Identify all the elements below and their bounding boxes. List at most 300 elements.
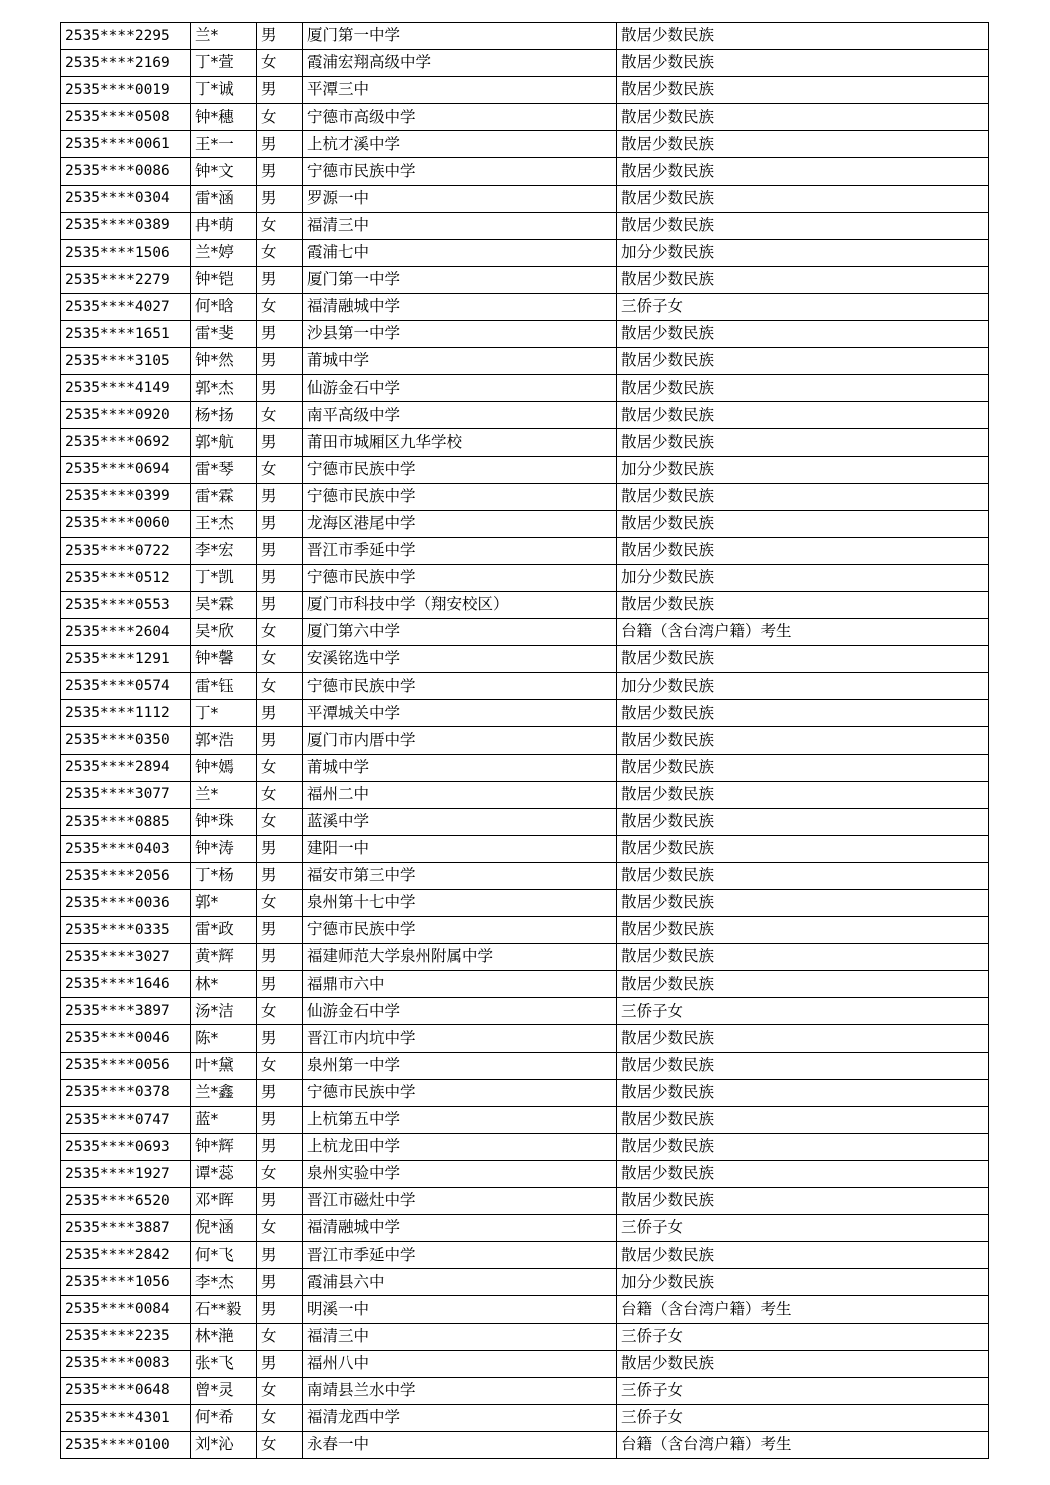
school-cell: 福建师范大学泉州附属中学 xyxy=(303,944,617,971)
exam-id-cell: 2535****0335 xyxy=(61,917,191,944)
school-cell: 厦门市科技中学（翔安校区） xyxy=(303,591,617,618)
category-cell: 散居少数民族 xyxy=(617,700,989,727)
name-cell: 吴*霖 xyxy=(191,591,257,618)
school-cell: 福清三中 xyxy=(303,1323,617,1350)
table-row xyxy=(61,1377,989,1404)
school-cell: 上杭才溪中学 xyxy=(303,131,617,158)
category-cell: 散居少数民族 xyxy=(617,1188,989,1215)
gender-cell: 男 xyxy=(257,1025,303,1052)
exam-id-cell: 2535****0304 xyxy=(61,185,191,212)
gender-cell: 男 xyxy=(257,131,303,158)
exam-id-cell: 2535****2235 xyxy=(61,1323,191,1350)
category-cell: 三侨子女 xyxy=(617,998,989,1025)
category-cell: 散居少数民族 xyxy=(617,835,989,862)
category-cell: 散居少数民族 xyxy=(617,104,989,131)
category-cell: 散居少数民族 xyxy=(617,50,989,77)
name-cell: 何*希 xyxy=(191,1404,257,1431)
school-cell: 宁德市民族中学 xyxy=(303,673,617,700)
category-cell: 加分少数民族 xyxy=(617,564,989,591)
table-row xyxy=(61,402,989,429)
school-cell: 泉州第十七中学 xyxy=(303,890,617,917)
exam-id-cell: 2535****0100 xyxy=(61,1431,191,1458)
table-row xyxy=(61,1025,989,1052)
gender-cell: 男 xyxy=(257,1350,303,1377)
gender-cell: 男 xyxy=(257,1106,303,1133)
school-cell: 龙海区港尾中学 xyxy=(303,510,617,537)
category-cell: 散居少数民族 xyxy=(617,321,989,348)
table-row xyxy=(61,971,989,998)
table-row xyxy=(61,1269,989,1296)
table-row xyxy=(61,700,989,727)
table-row xyxy=(61,1323,989,1350)
gender-cell: 男 xyxy=(257,564,303,591)
exam-id-cell: 2535****3027 xyxy=(61,944,191,971)
category-cell: 散居少数民族 xyxy=(617,402,989,429)
category-cell: 台籍（含台湾户籍）考生 xyxy=(617,1431,989,1458)
table-row xyxy=(61,646,989,673)
exam-id-cell: 2535****0747 xyxy=(61,1106,191,1133)
exam-id-cell: 2535****1651 xyxy=(61,321,191,348)
school-cell: 莆田市城厢区九华学校 xyxy=(303,429,617,456)
name-cell: 雷*政 xyxy=(191,917,257,944)
gender-cell: 男 xyxy=(257,429,303,456)
gender-cell: 男 xyxy=(257,862,303,889)
category-cell: 散居少数民族 xyxy=(617,862,989,889)
school-cell: 泉州第一中学 xyxy=(303,1052,617,1079)
category-cell: 散居少数民族 xyxy=(617,348,989,375)
category-cell: 散居少数民族 xyxy=(617,158,989,185)
gender-cell: 男 xyxy=(257,971,303,998)
gender-cell: 女 xyxy=(257,50,303,77)
category-cell: 散居少数民族 xyxy=(617,646,989,673)
table-row xyxy=(61,510,989,537)
name-cell: 郭* xyxy=(191,890,257,917)
name-cell: 蓝* xyxy=(191,1106,257,1133)
name-cell: 何*晗 xyxy=(191,293,257,320)
name-cell: 谭*蕊 xyxy=(191,1160,257,1187)
gender-cell: 女 xyxy=(257,1160,303,1187)
school-cell: 霞浦县六中 xyxy=(303,1269,617,1296)
school-cell: 晋江市季延中学 xyxy=(303,537,617,564)
category-cell: 散居少数民族 xyxy=(617,808,989,835)
name-cell: 钟*珠 xyxy=(191,808,257,835)
gender-cell: 男 xyxy=(257,158,303,185)
exam-id-cell: 2535****1056 xyxy=(61,1269,191,1296)
gender-cell: 男 xyxy=(257,77,303,104)
school-cell: 宁德市民族中学 xyxy=(303,564,617,591)
table-row xyxy=(61,808,989,835)
table-row xyxy=(61,1106,989,1133)
name-cell: 冉*萌 xyxy=(191,212,257,239)
category-cell: 散居少数民族 xyxy=(617,944,989,971)
table-row xyxy=(61,835,989,862)
table-row xyxy=(61,266,989,293)
name-cell: 邓*晖 xyxy=(191,1188,257,1215)
name-cell: 李*杰 xyxy=(191,1269,257,1296)
school-cell: 仙游金石中学 xyxy=(303,998,617,1025)
name-cell: 钟*嫣 xyxy=(191,754,257,781)
category-cell: 散居少数民族 xyxy=(617,429,989,456)
category-cell: 散居少数民族 xyxy=(617,1052,989,1079)
gender-cell: 男 xyxy=(257,510,303,537)
gender-cell: 女 xyxy=(257,781,303,808)
exam-id-cell: 2535****0084 xyxy=(61,1296,191,1323)
name-cell: 兰*鑫 xyxy=(191,1079,257,1106)
name-cell: 钟*穗 xyxy=(191,104,257,131)
school-cell: 明溪一中 xyxy=(303,1296,617,1323)
candidate-table-body xyxy=(61,23,989,1459)
candidate-table xyxy=(60,22,989,1459)
school-cell: 厦门第一中学 xyxy=(303,266,617,293)
exam-id-cell: 2535****1927 xyxy=(61,1160,191,1187)
category-cell: 散居少数民族 xyxy=(617,1079,989,1106)
category-cell: 散居少数民族 xyxy=(617,266,989,293)
gender-cell: 女 xyxy=(257,646,303,673)
school-cell: 宁德市民族中学 xyxy=(303,483,617,510)
gender-cell: 女 xyxy=(257,998,303,1025)
school-cell: 福清龙西中学 xyxy=(303,1404,617,1431)
category-cell: 散居少数民族 xyxy=(617,591,989,618)
name-cell: 杨*扬 xyxy=(191,402,257,429)
exam-id-cell: 2535****0060 xyxy=(61,510,191,537)
gender-cell: 男 xyxy=(257,700,303,727)
gender-cell: 男 xyxy=(257,375,303,402)
exam-id-cell: 2535****0399 xyxy=(61,483,191,510)
name-cell: 吴*欣 xyxy=(191,619,257,646)
name-cell: 陈* xyxy=(191,1025,257,1052)
table-row xyxy=(61,77,989,104)
table-row xyxy=(61,293,989,320)
exam-id-cell: 2535****0648 xyxy=(61,1377,191,1404)
table-row xyxy=(61,1079,989,1106)
school-cell: 平潭三中 xyxy=(303,77,617,104)
name-cell: 林* xyxy=(191,971,257,998)
gender-cell: 女 xyxy=(257,212,303,239)
table-row xyxy=(61,50,989,77)
table-row xyxy=(61,591,989,618)
table-row xyxy=(61,619,989,646)
table-row xyxy=(61,1296,989,1323)
exam-id-cell: 2535****2279 xyxy=(61,266,191,293)
gender-cell: 女 xyxy=(257,808,303,835)
category-cell: 三侨子女 xyxy=(617,1323,989,1350)
name-cell: 王*一 xyxy=(191,131,257,158)
school-cell: 莆城中学 xyxy=(303,348,617,375)
name-cell: 倪*涵 xyxy=(191,1215,257,1242)
school-cell: 上杭第五中学 xyxy=(303,1106,617,1133)
gender-cell: 女 xyxy=(257,456,303,483)
exam-id-cell: 2535****0512 xyxy=(61,564,191,591)
table-row xyxy=(61,483,989,510)
table-row xyxy=(61,727,989,754)
school-cell: 霞浦宏翔高级中学 xyxy=(303,50,617,77)
category-cell: 散居少数民族 xyxy=(617,375,989,402)
category-cell: 散居少数民族 xyxy=(617,510,989,537)
gender-cell: 女 xyxy=(257,619,303,646)
table-row xyxy=(61,1133,989,1160)
category-cell: 散居少数民族 xyxy=(617,727,989,754)
name-cell: 郭*杰 xyxy=(191,375,257,402)
exam-id-cell: 2535****0403 xyxy=(61,835,191,862)
name-cell: 林*滟 xyxy=(191,1323,257,1350)
category-cell: 散居少数民族 xyxy=(617,212,989,239)
gender-cell: 男 xyxy=(257,483,303,510)
exam-id-cell: 2535****2295 xyxy=(61,23,191,50)
school-cell: 福鼎市六中 xyxy=(303,971,617,998)
gender-cell: 男 xyxy=(257,1079,303,1106)
gender-cell: 男 xyxy=(257,348,303,375)
school-cell: 宁德市民族中学 xyxy=(303,456,617,483)
name-cell: 兰* xyxy=(191,781,257,808)
name-cell: 郭*浩 xyxy=(191,727,257,754)
category-cell: 加分少数民族 xyxy=(617,673,989,700)
name-cell: 雷*钰 xyxy=(191,673,257,700)
exam-id-cell: 2535****3077 xyxy=(61,781,191,808)
school-cell: 蓝溪中学 xyxy=(303,808,617,835)
exam-id-cell: 2535****3897 xyxy=(61,998,191,1025)
exam-id-cell: 2535****0378 xyxy=(61,1079,191,1106)
gender-cell: 女 xyxy=(257,1431,303,1458)
gender-cell: 女 xyxy=(257,890,303,917)
table-row xyxy=(61,23,989,50)
table-row xyxy=(61,158,989,185)
gender-cell: 女 xyxy=(257,104,303,131)
exam-id-cell: 2535****4149 xyxy=(61,375,191,402)
school-cell: 沙县第一中学 xyxy=(303,321,617,348)
table-row xyxy=(61,321,989,348)
name-cell: 钟*文 xyxy=(191,158,257,185)
table-row xyxy=(61,104,989,131)
name-cell: 郭*航 xyxy=(191,429,257,456)
category-cell: 散居少数民族 xyxy=(617,131,989,158)
category-cell: 加分少数民族 xyxy=(617,239,989,266)
category-cell: 散居少数民族 xyxy=(617,754,989,781)
gender-cell: 女 xyxy=(257,754,303,781)
school-cell: 厦门市内厝中学 xyxy=(303,727,617,754)
name-cell: 钟*馨 xyxy=(191,646,257,673)
table-row xyxy=(61,185,989,212)
name-cell: 叶*黛 xyxy=(191,1052,257,1079)
exam-id-cell: 2535****0692 xyxy=(61,429,191,456)
exam-id-cell: 2535****2894 xyxy=(61,754,191,781)
gender-cell: 男 xyxy=(257,1188,303,1215)
name-cell: 李*宏 xyxy=(191,537,257,564)
gender-cell: 女 xyxy=(257,239,303,266)
name-cell: 钟*辉 xyxy=(191,1133,257,1160)
name-cell: 黄*辉 xyxy=(191,944,257,971)
name-cell: 丁*诚 xyxy=(191,77,257,104)
category-cell: 加分少数民族 xyxy=(617,456,989,483)
exam-id-cell: 2535****0722 xyxy=(61,537,191,564)
gender-cell: 男 xyxy=(257,1242,303,1269)
name-cell: 雷*琴 xyxy=(191,456,257,483)
table-row xyxy=(61,998,989,1025)
name-cell: 钟*铠 xyxy=(191,266,257,293)
name-cell: 丁*杨 xyxy=(191,862,257,889)
category-cell: 三侨子女 xyxy=(617,1215,989,1242)
gender-cell: 女 xyxy=(257,293,303,320)
exam-id-cell: 2535****3105 xyxy=(61,348,191,375)
table-row xyxy=(61,862,989,889)
gender-cell: 男 xyxy=(257,835,303,862)
category-cell: 散居少数民族 xyxy=(617,1242,989,1269)
name-cell: 曾*灵 xyxy=(191,1377,257,1404)
gender-cell: 男 xyxy=(257,1296,303,1323)
school-cell: 宁德市高级中学 xyxy=(303,104,617,131)
gender-cell: 男 xyxy=(257,23,303,50)
exam-id-cell: 2535****6520 xyxy=(61,1188,191,1215)
category-cell: 三侨子女 xyxy=(617,1404,989,1431)
school-cell: 晋江市磁灶中学 xyxy=(303,1188,617,1215)
exam-id-cell: 2535****0508 xyxy=(61,104,191,131)
exam-id-cell: 2535****1291 xyxy=(61,646,191,673)
name-cell: 石**毅 xyxy=(191,1296,257,1323)
exam-id-cell: 2535****0061 xyxy=(61,131,191,158)
gender-cell: 女 xyxy=(257,402,303,429)
category-cell: 散居少数民族 xyxy=(617,1133,989,1160)
table-row xyxy=(61,1404,989,1431)
table-row xyxy=(61,131,989,158)
table-row xyxy=(61,212,989,239)
category-cell: 散居少数民族 xyxy=(617,917,989,944)
gender-cell: 男 xyxy=(257,1133,303,1160)
exam-id-cell: 2535****0885 xyxy=(61,808,191,835)
category-cell: 散居少数民族 xyxy=(617,537,989,564)
school-cell: 福州八中 xyxy=(303,1350,617,1377)
table-row xyxy=(61,1188,989,1215)
table-row xyxy=(61,1052,989,1079)
name-cell: 汤*洁 xyxy=(191,998,257,1025)
school-cell: 平潭城关中学 xyxy=(303,700,617,727)
table-row xyxy=(61,1242,989,1269)
school-cell: 南靖县兰水中学 xyxy=(303,1377,617,1404)
gender-cell: 男 xyxy=(257,917,303,944)
category-cell: 散居少数民族 xyxy=(617,77,989,104)
name-cell: 何*飞 xyxy=(191,1242,257,1269)
school-cell: 福州二中 xyxy=(303,781,617,808)
exam-id-cell: 2535****4027 xyxy=(61,293,191,320)
category-cell: 三侨子女 xyxy=(617,1377,989,1404)
table-row xyxy=(61,1350,989,1377)
category-cell: 三侨子女 xyxy=(617,293,989,320)
category-cell: 散居少数民族 xyxy=(617,890,989,917)
school-cell: 仙游金石中学 xyxy=(303,375,617,402)
table-row xyxy=(61,564,989,591)
exam-id-cell: 2535****1506 xyxy=(61,239,191,266)
name-cell: 钟*涛 xyxy=(191,835,257,862)
gender-cell: 男 xyxy=(257,321,303,348)
gender-cell: 女 xyxy=(257,673,303,700)
school-cell: 泉州实验中学 xyxy=(303,1160,617,1187)
name-cell: 雷*涵 xyxy=(191,185,257,212)
table-row xyxy=(61,1160,989,1187)
school-cell: 宁德市民族中学 xyxy=(303,158,617,185)
school-cell: 福清融城中学 xyxy=(303,1215,617,1242)
school-cell: 晋江市内坑中学 xyxy=(303,1025,617,1052)
school-cell: 莆城中学 xyxy=(303,754,617,781)
name-cell: 张*飞 xyxy=(191,1350,257,1377)
exam-id-cell: 2535****2169 xyxy=(61,50,191,77)
category-cell: 散居少数民族 xyxy=(617,1160,989,1187)
category-cell: 散居少数民族 xyxy=(617,971,989,998)
exam-id-cell: 2535****4301 xyxy=(61,1404,191,1431)
category-cell: 散居少数民族 xyxy=(617,1350,989,1377)
school-cell: 福清三中 xyxy=(303,212,617,239)
exam-id-cell: 2535****0056 xyxy=(61,1052,191,1079)
exam-id-cell: 2535****1112 xyxy=(61,700,191,727)
school-cell: 厦门第六中学 xyxy=(303,619,617,646)
exam-id-cell: 2535****0920 xyxy=(61,402,191,429)
name-cell: 雷*斐 xyxy=(191,321,257,348)
table-row xyxy=(61,944,989,971)
school-cell: 福安市第三中学 xyxy=(303,862,617,889)
school-cell: 南平高级中学 xyxy=(303,402,617,429)
exam-id-cell: 2535****0574 xyxy=(61,673,191,700)
table-row xyxy=(61,239,989,266)
name-cell: 兰*婷 xyxy=(191,239,257,266)
exam-id-cell: 2535****0389 xyxy=(61,212,191,239)
name-cell: 刘*沁 xyxy=(191,1431,257,1458)
name-cell: 丁*凯 xyxy=(191,564,257,591)
exam-id-cell: 2535****0086 xyxy=(61,158,191,185)
gender-cell: 女 xyxy=(257,1323,303,1350)
exam-id-cell: 2535****0350 xyxy=(61,727,191,754)
table-row xyxy=(61,537,989,564)
exam-id-cell: 2535****0693 xyxy=(61,1133,191,1160)
exam-id-cell: 2535****0036 xyxy=(61,890,191,917)
school-cell: 上杭龙田中学 xyxy=(303,1133,617,1160)
school-cell: 罗源一中 xyxy=(303,185,617,212)
category-cell: 散居少数民族 xyxy=(617,1025,989,1052)
name-cell: 雷*霖 xyxy=(191,483,257,510)
table-row xyxy=(61,348,989,375)
category-cell: 散居少数民族 xyxy=(617,1106,989,1133)
name-cell: 钟*然 xyxy=(191,348,257,375)
category-cell: 散居少数民族 xyxy=(617,23,989,50)
name-cell: 王*杰 xyxy=(191,510,257,537)
table-row xyxy=(61,1431,989,1458)
gender-cell: 女 xyxy=(257,1215,303,1242)
gender-cell: 男 xyxy=(257,944,303,971)
category-cell: 散居少数民族 xyxy=(617,483,989,510)
school-cell: 建阳一中 xyxy=(303,835,617,862)
exam-id-cell: 2535****3887 xyxy=(61,1215,191,1242)
category-cell: 台籍（含台湾户籍）考生 xyxy=(617,1296,989,1323)
table-row xyxy=(61,890,989,917)
school-cell: 霞浦七中 xyxy=(303,239,617,266)
gender-cell: 女 xyxy=(257,1404,303,1431)
gender-cell: 男 xyxy=(257,591,303,618)
exam-id-cell: 2535****2056 xyxy=(61,862,191,889)
table-row xyxy=(61,673,989,700)
name-cell: 丁* xyxy=(191,700,257,727)
school-cell: 安溪铭选中学 xyxy=(303,646,617,673)
table-row xyxy=(61,781,989,808)
table-row xyxy=(61,429,989,456)
school-cell: 永春一中 xyxy=(303,1431,617,1458)
category-cell: 加分少数民族 xyxy=(617,1269,989,1296)
table-row xyxy=(61,917,989,944)
name-cell: 兰* xyxy=(191,23,257,50)
gender-cell: 男 xyxy=(257,266,303,293)
exam-id-cell: 2535****0694 xyxy=(61,456,191,483)
category-cell: 台籍（含台湾户籍）考生 xyxy=(617,619,989,646)
school-cell: 福清融城中学 xyxy=(303,293,617,320)
school-cell: 晋江市季延中学 xyxy=(303,1242,617,1269)
gender-cell: 男 xyxy=(257,727,303,754)
table-row xyxy=(61,754,989,781)
category-cell: 散居少数民族 xyxy=(617,185,989,212)
